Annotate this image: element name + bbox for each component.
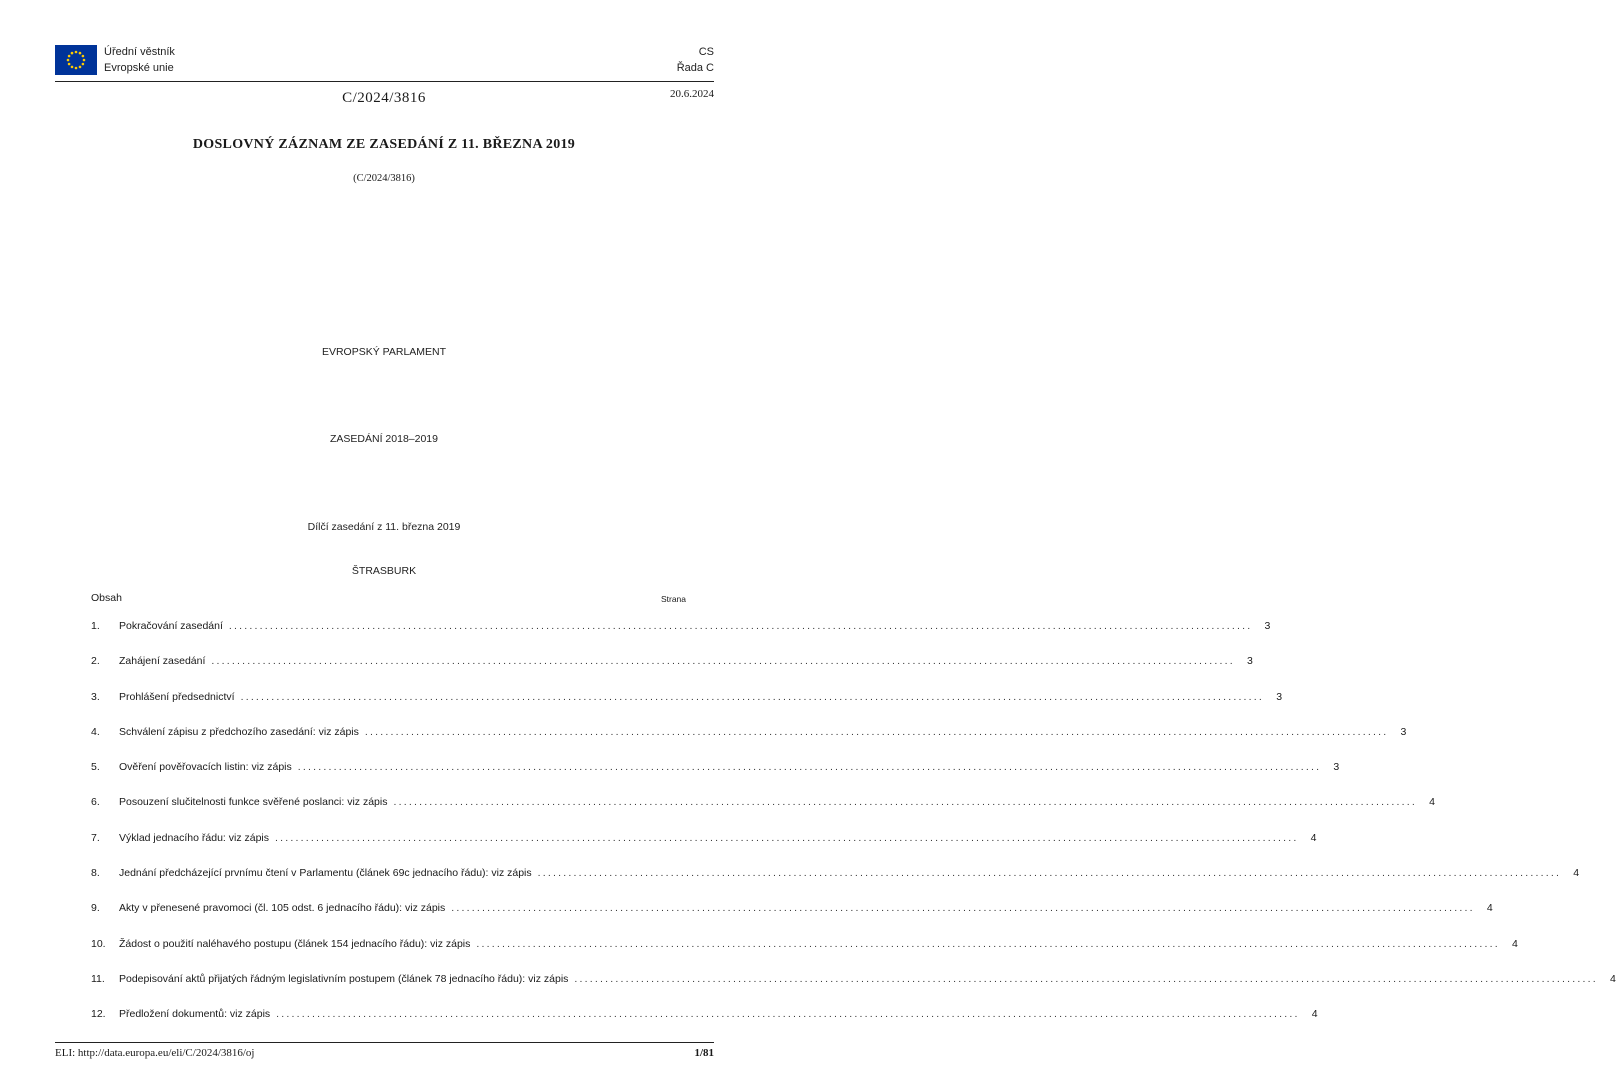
toc-leader-dots: ........................................................................................................................................................................................................ xyxy=(393,796,1417,809)
toc-item[interactable] xyxy=(91,867,1580,902)
publication-line-2: Evropské unie xyxy=(104,62,174,74)
toc-item-number: 11. xyxy=(91,972,105,985)
toc-leader-dots: ........................................................................................................................................................................................................ xyxy=(240,690,1265,703)
sitting: Dílčí zasedání z 11. března 2019 xyxy=(307,521,461,533)
toc-item-number: 3. xyxy=(91,690,100,703)
institution: EVROPSKÝ PARLAMENT xyxy=(321,346,447,358)
toc-item[interactable] xyxy=(91,972,1616,1008)
toc-item-title: Prohlášení předsednictví xyxy=(119,690,235,703)
toc-item[interactable] xyxy=(91,796,1435,831)
toc-item[interactable] xyxy=(91,761,1340,796)
toc-item-number: 2. xyxy=(91,655,100,668)
toc-leader-dots: ........................................................................................................................................................................................................ xyxy=(228,620,1253,632)
toc-leader-dots: ........................................................................................................................................................................................................ xyxy=(276,1008,1300,1021)
session: ZASEDÁNÍ 2018–2019 xyxy=(330,433,438,445)
toc-item-title: Ověření pověřovacích listin: viz zápis xyxy=(119,761,292,774)
toc-item-page: 4 xyxy=(1429,796,1435,809)
document-number: C/2024/3816 xyxy=(342,90,426,106)
toc-item-number: 10. xyxy=(91,937,106,950)
toc-item[interactable] xyxy=(91,655,1253,690)
toc-item-page: 4 xyxy=(1512,937,1518,950)
toc-leader-dots: ........................................................................................................................................................................................................ xyxy=(476,937,1500,950)
toc-item-page: 4 xyxy=(1486,902,1493,915)
place: ŠTRASBURK xyxy=(351,565,417,577)
toc-item-title: Výklad jednacího řádu: viz zápis xyxy=(119,831,269,844)
toc-leader-dots: ........................................................................................................................................................................................................ xyxy=(364,725,1389,738)
toc-item-page: 3 xyxy=(1333,761,1340,774)
toc-item-page: 3 xyxy=(1247,655,1253,668)
eu-flag-icon xyxy=(55,45,97,75)
toc-leader-dots: ........................................................................................................................................................................................................ xyxy=(574,972,1598,985)
toc-item[interactable] xyxy=(91,1008,1318,1043)
toc-item[interactable] xyxy=(91,620,1271,655)
toc-item-number: 7. xyxy=(91,831,100,844)
toc-leader-dots: ........................................................................................................................................................................................................ xyxy=(275,831,1299,844)
toc-item-title: Zahájení zasedání xyxy=(119,655,206,668)
toc-item-page: 3 xyxy=(1264,620,1271,632)
toc-item[interactable] xyxy=(91,902,1493,937)
toc-item-title: Předložení dokumentů: viz zápis xyxy=(119,1008,271,1021)
toc-item-number: 9. xyxy=(91,902,100,915)
toc-page-heading: Strana xyxy=(660,594,686,604)
toc-item[interactable] xyxy=(91,725,1407,761)
toc-leader-dots: ........................................................................................................................................................................................................ xyxy=(537,867,1562,880)
toc-item-page: 4 xyxy=(1573,867,1580,880)
toc-item-page: 4 xyxy=(1311,1008,1318,1021)
toc-item-title: Jednání předcházející prvnímu čtení v Parlamentu (článek 69c jednacího řádu): viz zápis xyxy=(119,867,532,880)
toc-heading: Obsah xyxy=(91,592,122,604)
toc-item-number: 6. xyxy=(91,796,100,809)
toc-item[interactable] xyxy=(91,831,1317,867)
document-reference: (C/2024/3816) xyxy=(353,173,415,184)
toc-item-title: Žádost o použití naléhavého postupu (článek 154 jednacího řádu): viz zápis xyxy=(119,937,471,950)
toc-item-number: 12. xyxy=(91,1008,106,1021)
toc-item-title: Schválení zápisu z předchozího zasedání: viz zápis xyxy=(119,725,359,738)
toc-leader-dots: ........................................................................................................................................................................................................ xyxy=(451,902,1475,915)
header-divider xyxy=(55,81,714,82)
page-number: 1/81 xyxy=(694,1047,714,1059)
footer-divider xyxy=(55,1042,714,1043)
toc-item-number: 1. xyxy=(91,620,100,632)
series: Řada C xyxy=(676,62,714,74)
toc-item-title: Pokračování zasedání xyxy=(119,620,223,632)
toc-item-page: 3 xyxy=(1400,725,1407,738)
language-code: CS xyxy=(698,46,714,58)
header-right xyxy=(677,44,714,76)
toc-item[interactable] xyxy=(91,690,1283,726)
page-title: DOSLOVNÝ ZÁZNAM ZE ZASEDÁNÍ Z 11. BŘEZNA 2019 xyxy=(192,137,576,152)
toc-item-title: Podepisování aktů přijatých řádným legislativním postupem (článek 78 jednacího řádu): viz zápis xyxy=(119,972,569,985)
toc-leader-dots: ........................................................................................................................................................................................................ xyxy=(297,761,1322,774)
toc-item-title: Posouzení slučitelnosti funkce svěřené poslanci: viz zápis xyxy=(119,796,388,809)
toc-leader-dots: ........................................................................................................................................................................................................ xyxy=(211,655,1235,668)
toc-item[interactable] xyxy=(91,937,1518,973)
publication-name xyxy=(104,44,175,76)
toc-item-page: 4 xyxy=(1310,831,1317,844)
toc-item-number: 5. xyxy=(91,761,100,774)
toc-item-title: Akty v přenesené pravomoci (čl. 105 odst. 6 jednacího řádu): viz zápis xyxy=(119,902,446,915)
toc-item-page: 4 xyxy=(1610,972,1616,985)
toc-item-number: 4. xyxy=(91,725,100,738)
toc-item-page: 3 xyxy=(1276,690,1283,703)
publication-date: 20.6.2024 xyxy=(670,88,714,100)
toc-item-number: 8. xyxy=(91,867,100,880)
eli-link[interactable]: ELI: http://data.europa.eu/eli/C/2024/3816/oj xyxy=(55,1047,255,1059)
table-of-contents xyxy=(91,620,1616,1044)
publication-line-1: Úřední věstník xyxy=(104,46,175,58)
